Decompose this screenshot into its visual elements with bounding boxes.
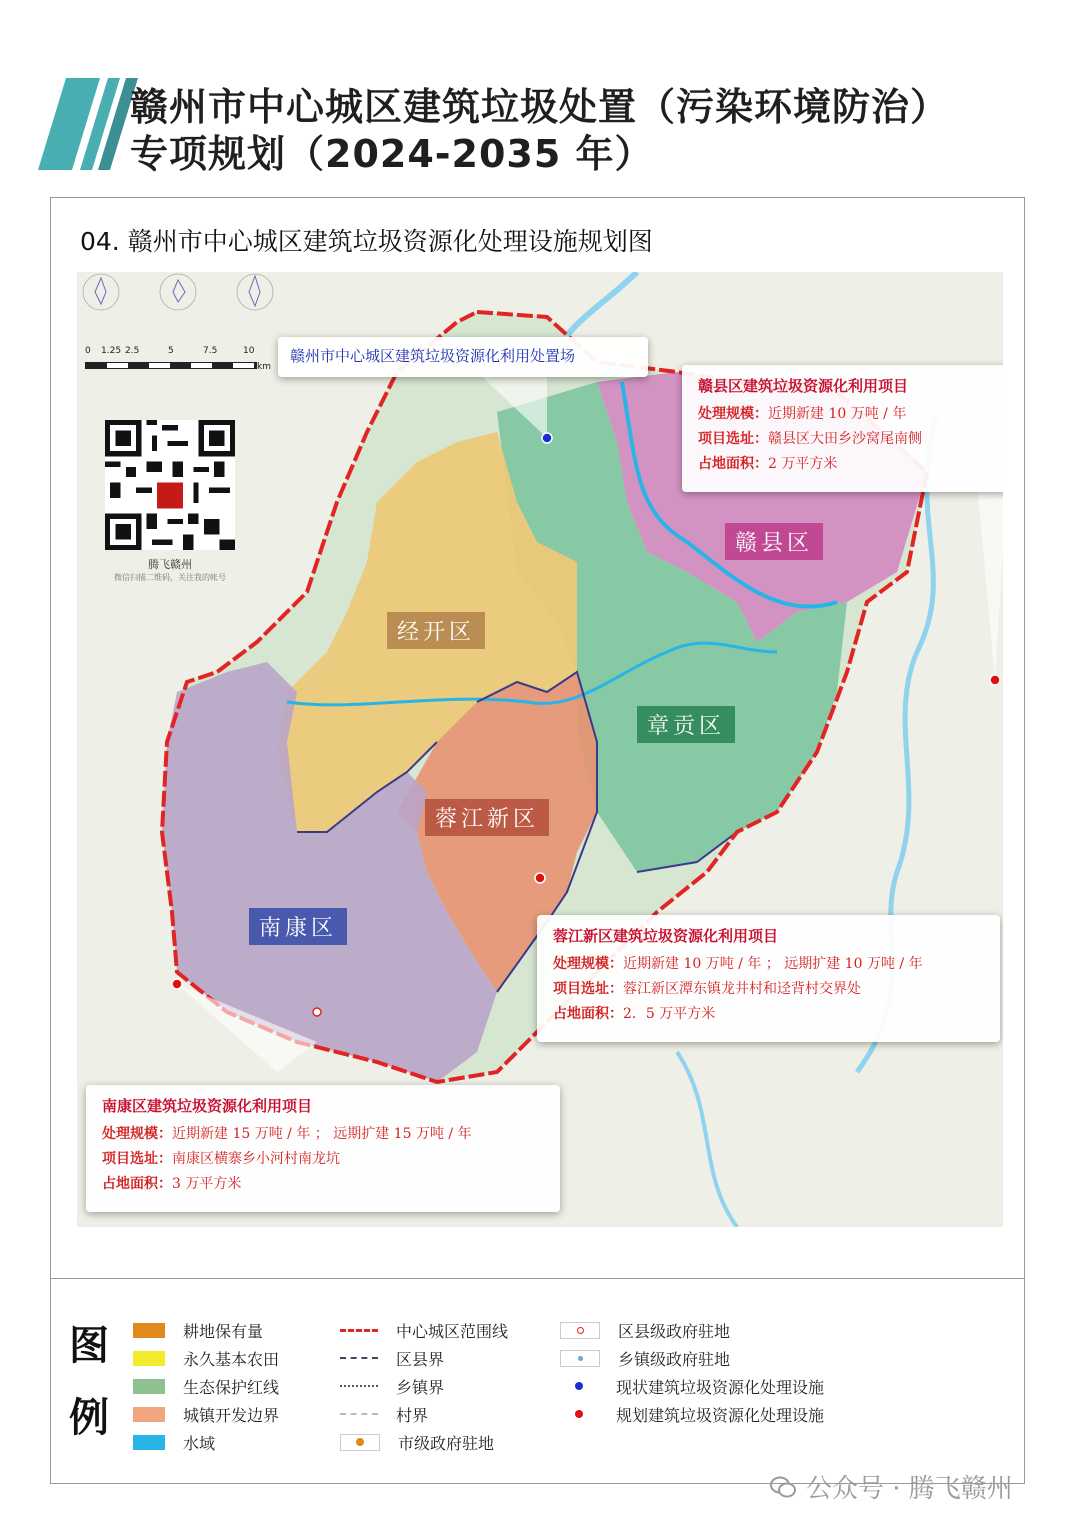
legend-item xyxy=(133,1372,279,1400)
callout-rongjiang-area-value: 2．5 万平方米 xyxy=(623,1006,716,1022)
wechat-icon xyxy=(770,1476,796,1498)
legend-line-county xyxy=(340,1357,378,1359)
callout-rongjiang-scale-label: 处理规模： xyxy=(553,956,623,972)
district-label-nankang: 南康区 xyxy=(249,908,347,945)
legend-point-existing-facility xyxy=(560,1379,598,1394)
legend-point-township-gov xyxy=(560,1350,600,1367)
callout-nankang-area-value: 3 万平方米 xyxy=(172,1176,242,1192)
header-stripes-decoration xyxy=(38,78,138,170)
legend-swatch-urban-boundary xyxy=(133,1407,165,1422)
legend-item xyxy=(340,1400,508,1428)
document-title-line1: 赣州市中心城区建筑垃圾处置（污染环境防治） xyxy=(130,85,950,129)
legend-item xyxy=(133,1316,279,1344)
callout-rongjiang-title: 蓉江新区建筑垃圾资源化利用项目 xyxy=(553,927,779,945)
legend-item xyxy=(340,1344,508,1372)
legend-item xyxy=(560,1372,824,1400)
scale-bar xyxy=(85,346,271,372)
district-label-zhanggong: 章贡区 xyxy=(637,706,735,743)
legend-item xyxy=(560,1400,824,1428)
river-south xyxy=(677,1052,737,1227)
callout-rongjiang-area-label: 占地面积： xyxy=(553,1006,623,1022)
legend-label: 永久基本农田 xyxy=(183,1349,280,1369)
legend-column-2 xyxy=(340,1316,508,1456)
legend-column-3 xyxy=(560,1316,824,1428)
scale-bar-graphic xyxy=(85,362,257,369)
qr-subcaption: 微信扫描二维码，关注我的帐号 xyxy=(114,573,226,582)
scale-tick-1: 1.25 xyxy=(101,346,122,356)
watermark xyxy=(770,1468,1013,1505)
callout-nankang-scale-label: 处理规模： xyxy=(102,1126,172,1142)
callout-nankang-site-value: 南康区横寨乡小河村南龙坑 xyxy=(172,1151,340,1167)
watermark-text: 公众号 · 腾飞赣州 xyxy=(806,1474,1013,1504)
scale-tick-4: 7.5 xyxy=(203,346,218,356)
legend-swatch-cultivated xyxy=(133,1323,165,1338)
wind-rose-icons xyxy=(83,274,273,310)
legend-label: 区县界 xyxy=(396,1349,445,1369)
legend-label: 乡镇级政府驻地 xyxy=(618,1349,731,1369)
legend-point-city-gov xyxy=(340,1434,380,1451)
existing-facility-point xyxy=(542,433,552,443)
legend-label: 现状建筑垃圾资源化处理设施 xyxy=(616,1377,825,1397)
scale-unit: km xyxy=(257,362,271,372)
callout-rongjiang-scale-value: 近期新建 10 万吨 / 年 ； 远期扩建 10 万吨 / 年 xyxy=(623,956,923,972)
legend-line-village xyxy=(340,1413,378,1415)
legend-swatch-farmland xyxy=(133,1351,165,1366)
legend-swatch-water xyxy=(133,1435,165,1450)
qr-caption: 腾飞赣州 xyxy=(148,558,192,571)
callout-nankang xyxy=(86,1085,560,1212)
legend-separator xyxy=(50,1278,1025,1279)
legend-item xyxy=(560,1344,824,1372)
planned-facility-ganxian xyxy=(990,675,1000,685)
callout-ganxian-site-label: 项目选址： xyxy=(698,431,768,447)
callout-existing-title: 赣州市中心城区建筑垃圾资源化利用处置场 xyxy=(290,347,576,365)
scale-tick-0: 0 xyxy=(85,346,91,356)
legend-point-county-gov xyxy=(560,1322,600,1339)
callout-rongjiang-site-value: 蓉江新区潭东镇龙井村和迳背村交界处 xyxy=(623,981,861,997)
legend-item xyxy=(340,1372,508,1400)
district-label-rongjiang: 蓉江新区 xyxy=(425,799,549,836)
scale-tick-3: 5 xyxy=(168,346,174,356)
legend-column-1 xyxy=(133,1316,279,1456)
legend-label: 中心城区范围线 xyxy=(396,1321,509,1341)
callout-nankang-area-label: 占地面积： xyxy=(102,1176,172,1192)
legend-point-planned-facility xyxy=(560,1407,598,1422)
legend-line-township xyxy=(340,1385,378,1387)
callout-rongjiang-site-label: 项目选址： xyxy=(553,981,623,997)
legend-heading-text: 图例 xyxy=(69,1323,109,1441)
document-title xyxy=(130,84,949,178)
legend-label: 村界 xyxy=(396,1405,429,1425)
legend-item xyxy=(133,1428,279,1456)
planned-facility-nankang xyxy=(172,979,182,989)
callout-existing-facility xyxy=(278,337,648,377)
callout-ganxian-area-label: 占地面积： xyxy=(698,456,768,472)
callout-ganxian-scale-value: 近期新建 10 万吨 / 年 xyxy=(768,406,907,422)
callout-nankang-title: 南康区建筑垃圾资源化利用项目 xyxy=(102,1097,313,1115)
scale-tick-2: 2.5 xyxy=(125,346,140,356)
callout-nankang-scale-value: 近期新建 15 万吨 / 年 ； 远期扩建 15 万吨 / 年 xyxy=(172,1126,472,1142)
legend-label: 生态保护红线 xyxy=(183,1377,280,1397)
document-title-line2: 专项规划（2024-2035 年） xyxy=(130,132,654,176)
legend-item xyxy=(133,1400,279,1428)
legend-label: 规划建筑垃圾资源化处理设施 xyxy=(616,1405,825,1425)
map-title: 04. 赣州市中心城区建筑垃圾资源化处理设施规划图 xyxy=(80,227,653,256)
legend-line-central-city xyxy=(340,1329,378,1332)
legend-swatch-eco-redline xyxy=(133,1379,165,1394)
legend-label: 乡镇界 xyxy=(396,1377,445,1397)
legend-label: 区县级政府驻地 xyxy=(618,1321,731,1341)
legend-label: 城镇开发边界 xyxy=(183,1405,280,1425)
callout-ganxian-scale-label: 处理规模： xyxy=(698,406,768,422)
qr-code-icon[interactable] xyxy=(105,420,235,550)
district-label-ganxian: 赣县区 xyxy=(725,523,823,560)
legend-item xyxy=(560,1316,824,1344)
pointer-ganxian xyxy=(977,482,1003,680)
legend-item xyxy=(133,1344,279,1372)
legend-item xyxy=(340,1428,508,1456)
district-label-jingkai: 经开区 xyxy=(387,612,485,649)
map-area xyxy=(77,272,1003,1227)
callout-nankang-site-label: 项目选址： xyxy=(102,1151,172,1167)
callout-rongjiang xyxy=(537,915,1000,1042)
callout-ganxian-site-value: 赣县区大田乡沙窝尾南侧 xyxy=(768,431,922,447)
scale-tick-5: 10 xyxy=(243,346,255,356)
legend-label: 耕地保有量 xyxy=(183,1321,264,1341)
callout-ganxian-title: 赣县区建筑垃圾资源化利用项目 xyxy=(698,377,909,395)
callout-ganxian-area-value: 2 万平方米 xyxy=(768,456,838,472)
planned-facility-rongjiang xyxy=(535,873,545,883)
legend-label: 市级政府驻地 xyxy=(398,1433,495,1453)
callout-ganxian xyxy=(682,365,1003,492)
legend-item xyxy=(340,1316,508,1344)
legend-heading xyxy=(66,1310,112,1454)
legend-label: 水域 xyxy=(183,1433,216,1453)
county-seat-marker xyxy=(313,1008,321,1016)
